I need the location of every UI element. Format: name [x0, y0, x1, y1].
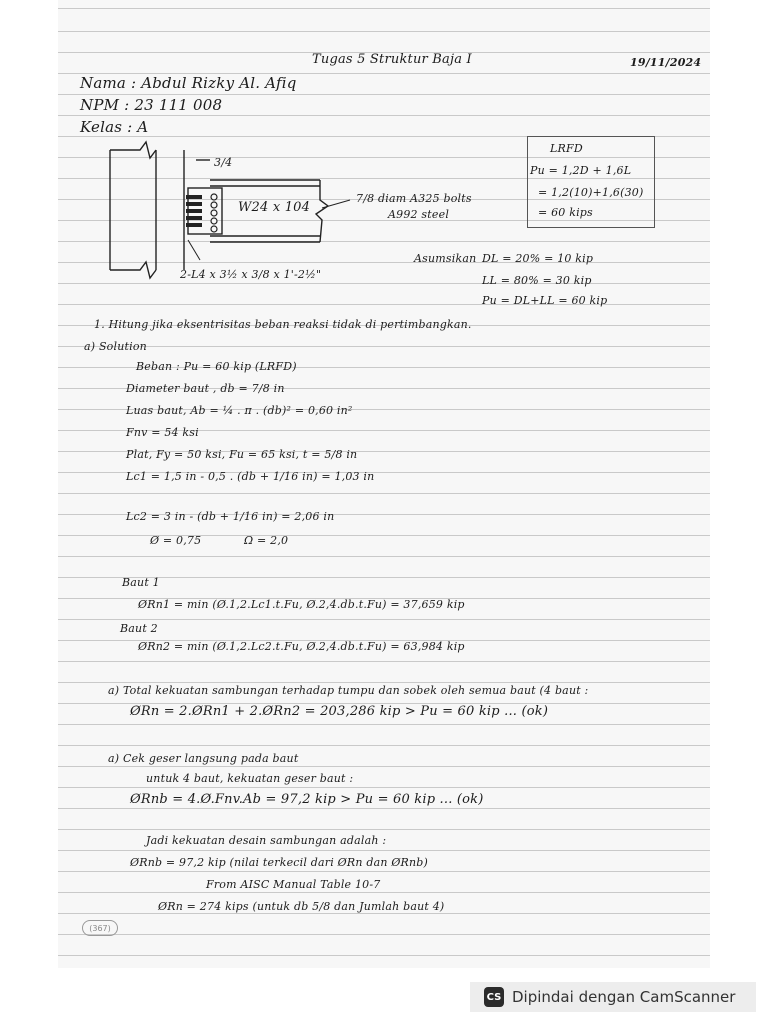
factored-load: Pu = DL+LL = 60 kip: [482, 294, 608, 307]
conclusion-heading: Jadi kekuatan desain sambungan adalah :: [146, 834, 387, 847]
plate-line: Plat, Fy = 50 ksi, Fu = 65 ksi, t = 5/8 in: [126, 448, 358, 461]
solution-label: a) Solution: [84, 340, 147, 353]
lrfd-line-1: Pu = 1,2D + 1,6L: [530, 164, 632, 177]
beam-break: [316, 180, 328, 242]
fnv-line: Fnv = 54 ksi: [126, 426, 199, 439]
question-1: 1. Hitung jika eksentrisitas beban reaksi tidak di pertimbangkan.: [94, 318, 472, 331]
live-load: LL = 80% = 30 kip: [482, 274, 592, 287]
load-line: Beban : Pu = 60 kip (LRFD): [136, 360, 297, 373]
bolt-area: Luas baut, Ab = ¼ . π . (db)² = 0,60 in²: [126, 404, 353, 417]
name-line: Nama : Abdul Rizky Al. Afiq: [80, 74, 297, 92]
lc2-line: Lc2 = 3 in - (db + 1/16 in) = 2,06 in: [126, 510, 335, 523]
page-number: (367): [82, 920, 118, 936]
bolt-holes: [211, 194, 217, 232]
npm-line: NPM : 23 111 008: [80, 96, 223, 114]
phi-line: Ø = 0,75: [150, 534, 202, 547]
break-mark-bottom: [110, 262, 156, 278]
lrfd-title: LRFD: [550, 142, 583, 155]
assumption-label: Asumsikan: [414, 252, 477, 265]
camscanner-watermark: [470, 982, 756, 1012]
camscanner-logo-icon: CS: [484, 987, 504, 1007]
shear-heading: a) Cek geser langsung pada baut: [108, 752, 299, 765]
break-mark-top: [110, 142, 156, 158]
bolt-diameter: Diameter baut , db = 7/8 in: [126, 382, 285, 395]
omega-line: Ω = 2,0: [244, 534, 289, 547]
bolt-1-heading: Baut 1: [122, 576, 160, 589]
lrfd-line-3: = 60 kips: [538, 206, 593, 219]
dead-load: DL = 20% = 10 kip: [482, 252, 594, 265]
date: 19/11/2024: [630, 56, 702, 69]
beam-label: W24 x 104: [238, 200, 311, 215]
conclusion-equation: ØRnb = 97,2 kip (nilai terkecil dari ØRn dan ØRnb): [130, 856, 429, 869]
bolt-1-capacity: ØRn1 = min (Ø.1,2.Lc1.t.Fu, Ø.2,4.db.t.Fu) = 37,659 kip: [138, 598, 465, 611]
page-title: Tugas 5 Struktur Baja I: [312, 52, 472, 67]
table-capacity: ØRn = 274 kips (untuk db 5/8 dan Jumlah baut 4): [158, 900, 445, 913]
total-heading: a) Total kekuatan sambungan terhadap tumpu dan sobek oleh semua baut (4 baut :: [108, 684, 589, 697]
class-line: Kelas : A: [80, 118, 149, 136]
shear-equation: ØRnb = 4.Ø.Fnv.Ab = 97,2 kip > Pu = 60 kip ... (ok): [130, 792, 484, 807]
lrfd-line-2: = 1,2(10)+1,6(30): [538, 186, 644, 199]
aisc-reference: From AISC Manual Table 10-7: [206, 878, 381, 891]
shear-subheading: untuk 4 baut, kekuatan geser baut :: [146, 772, 354, 785]
lc1-line: Lc1 = 1,5 in - 0,5 . (db + 1/16 in) = 1,03 in: [126, 470, 375, 483]
bolts-label: 7/8 diam A325 bolts: [356, 192, 472, 205]
camscanner-text: Dipindai dengan CamScanner: [512, 988, 736, 1006]
angle-label: 2-L4 x 3½ x 3/8 x 1'-2½": [180, 268, 322, 281]
steel-label: A992 steel: [388, 208, 450, 221]
bolt-2-capacity: ØRn2 = min (Ø.1,2.Lc2.t.Fu, Ø.2,4.db.t.Fu) = 63,984 kip: [138, 640, 465, 653]
bolt-2-heading: Baut 2: [120, 622, 158, 635]
gap-label: 3/4: [214, 156, 233, 169]
total-equation: ØRn = 2.ØRn1 + 2.ØRn2 = 203,286 kip > Pu = 60 kip ... (ok): [130, 704, 549, 719]
